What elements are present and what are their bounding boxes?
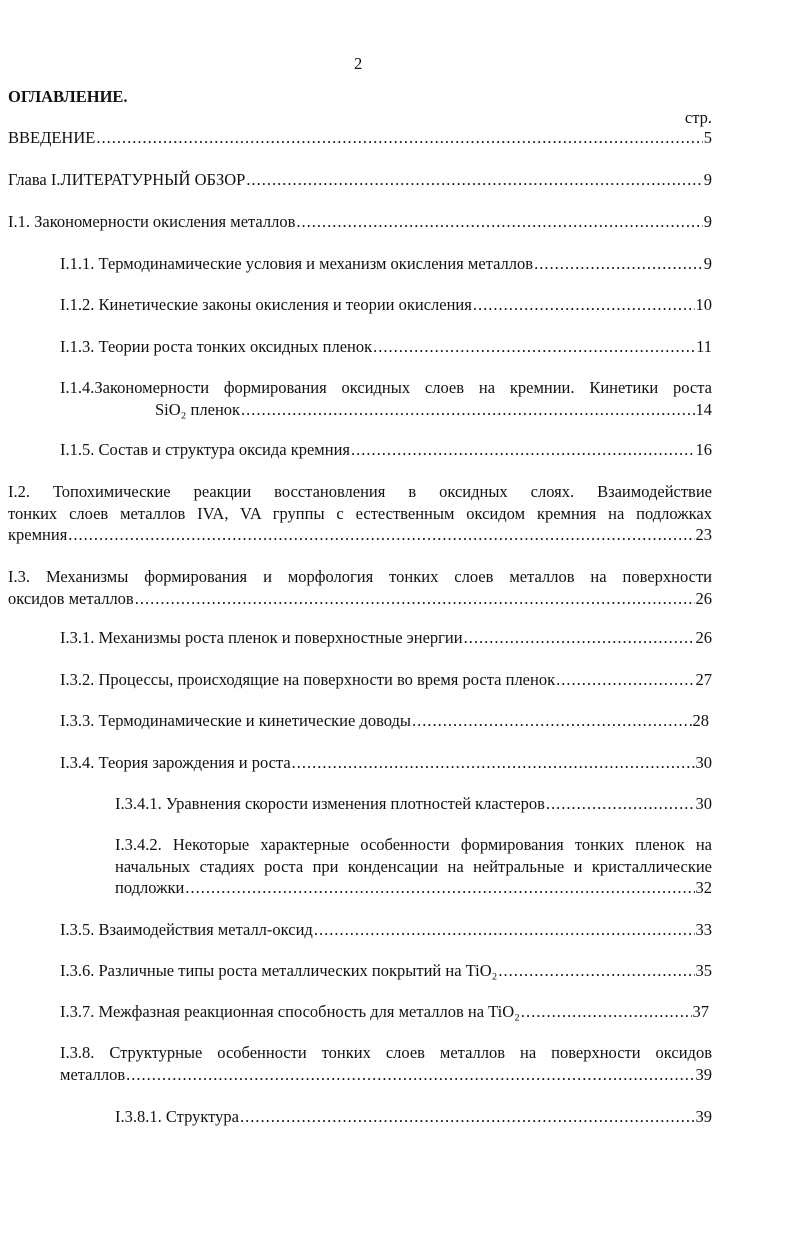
toc-entry-line [60, 336, 712, 358]
toc-title: ОГЛАВЛЕНИЕ. [8, 87, 128, 106]
toc-entry[interactable] [60, 669, 712, 691]
toc-entry-line [60, 377, 712, 399]
toc-entry-text: I.3.2. Процессы, происходящие на поверхности во время роста пленок [60, 670, 556, 689]
toc-entry-text: I.1.4.Закономерности формирования оксидных слоев на кремнии. Кинетики роста [60, 378, 712, 397]
toc-entry-text: подложки [115, 878, 185, 897]
toc-page-number: 35 [695, 961, 712, 980]
toc-entry[interactable] [8, 211, 712, 233]
toc-entry[interactable] [60, 1001, 709, 1023]
dot-leader [241, 399, 694, 421]
toc-entry-line [8, 169, 712, 191]
toc-entry-text: I.3. Механизмы формирования и морфология тонких слоев металлов на поверхности [8, 567, 712, 586]
dot-leader [473, 294, 695, 316]
toc-entry-line [8, 588, 712, 610]
toc-entry-text: SiO₂ пленок [155, 399, 241, 419]
toc-entry[interactable] [115, 1106, 712, 1128]
toc-entry-line [60, 253, 712, 275]
toc-entry-text: начальных стадиях роста при конденсации на нейтральные и кристаллические [115, 856, 712, 876]
toc-page-number: 26 [695, 588, 712, 608]
dot-leader [126, 1064, 694, 1086]
toc-page-number: 32 [695, 878, 712, 897]
toc-page-number: 28 [692, 711, 709, 730]
toc-entry-line [115, 877, 712, 899]
toc-page-number: 9 [703, 212, 712, 231]
toc-entry-text: I.3.8. Структурные особенности тонких слоев металлов на поверхности оксидов [60, 1043, 712, 1062]
dot-leader [246, 169, 702, 191]
toc-entry[interactable] [60, 439, 712, 461]
toc-entry-line [60, 1064, 712, 1086]
page-column-label: стр. [684, 108, 712, 127]
toc-entry-text: I.3.4.1. Уравнения скорости изменения плотностей кластеров [115, 794, 545, 813]
toc-entry-line [115, 834, 712, 856]
toc-page-number: 30 [695, 753, 712, 772]
toc-entry-line [60, 1001, 709, 1023]
toc-entry-line [60, 1042, 712, 1064]
toc-entry-text: I.3.7. Межфазная реакционная способность для металлов на TiO₂ [60, 1002, 520, 1021]
toc-entry[interactable] [60, 960, 712, 982]
toc-entry[interactable] [60, 253, 712, 275]
toc-page-number: 30 [695, 794, 712, 813]
toc-entry-text: I.1.1. Термодинамические условия и механизм окисления металлов [60, 254, 534, 273]
toc-page-number: 16 [695, 440, 712, 459]
toc-entry[interactable] [8, 566, 712, 609]
dot-leader [534, 253, 703, 275]
toc-entry-text: I.3.1. Механизмы роста пленок и поверхностные энергии [60, 628, 463, 647]
dot-leader [464, 627, 695, 649]
toc-entry-line [8, 127, 712, 149]
toc-page-number: 11 [696, 337, 712, 356]
toc-entry[interactable] [60, 752, 712, 774]
dot-leader [96, 127, 702, 149]
toc-entry[interactable] [60, 336, 712, 358]
toc-entry[interactable] [60, 710, 709, 732]
toc-entry-text: I.3.4.2. Некоторые характерные особенности формирования тонких пленок на [115, 835, 712, 854]
toc-entry-line [60, 919, 712, 941]
dot-leader [351, 439, 695, 461]
toc-entry-text: тонких слоев металлов IVA, VA группы с естественным оксидом кремния на подложках [8, 503, 712, 523]
toc-entry-text: I.3.4. Теория зарождения и роста [60, 753, 291, 772]
dot-leader [292, 752, 695, 774]
toc-entry-line [60, 439, 712, 461]
toc-entry-line [115, 793, 712, 815]
dot-leader [498, 960, 694, 982]
toc-page-number: 9 [703, 170, 712, 189]
toc-entry-line [60, 752, 712, 774]
dot-leader [314, 919, 695, 941]
toc-entry-line [8, 524, 712, 546]
toc-entry[interactable] [60, 377, 712, 420]
toc-entry-line [8, 503, 712, 525]
toc-entry-line [115, 1106, 712, 1128]
toc-entry-line [60, 627, 712, 649]
toc-page-number: 5 [703, 128, 712, 147]
toc-entry-line [60, 710, 709, 732]
dot-leader [135, 588, 695, 610]
toc-entry-text: I.1.5. Состав и структура оксида кремния [60, 440, 350, 459]
toc-entry-text: оксидов металлов [8, 588, 134, 608]
page-number: 2 [354, 54, 363, 73]
dot-leader [240, 1106, 695, 1128]
toc-entry-text: I.3.5. Взаимодействия металл-оксид [60, 920, 313, 939]
toc-entry-line [8, 211, 712, 233]
toc-page-number: 10 [695, 295, 712, 314]
toc-entry-text: I.3.6. Различные типы роста металлических покрытий на TiO₂ [60, 961, 498, 980]
toc-entry[interactable] [60, 294, 712, 316]
toc-page-number: 37 [692, 1002, 709, 1021]
dot-leader [296, 211, 702, 233]
toc-entry-line [60, 399, 712, 421]
toc-entry[interactable] [8, 169, 712, 191]
toc-page-number: 14 [695, 399, 712, 419]
toc-page-number: 39 [695, 1064, 712, 1084]
toc-entry-line [115, 856, 712, 878]
toc-entry-text: Глава I.ЛИТЕРАТУРНЫЙ ОБЗОР [8, 170, 246, 189]
toc-entry[interactable] [60, 919, 712, 941]
dot-leader [556, 669, 694, 691]
toc-page-number: 9 [703, 254, 712, 273]
toc-page-number: 33 [695, 920, 712, 939]
toc-entry-text: I.1.3. Теории роста тонких оксидных пленок [60, 337, 373, 356]
toc-entry-line [8, 566, 712, 588]
dot-leader [546, 793, 695, 815]
toc-entry-line [8, 481, 712, 503]
dot-leader [521, 1001, 692, 1023]
toc-entry-text: I.1.2. Кинетические законы окисления и теории окисления [60, 295, 472, 314]
toc-entry-text: I.3.8.1. Структура [115, 1107, 239, 1126]
toc-entry-text: I.2. Топохимические реакции восстановления в оксидных слоях. Взаимодействие [8, 482, 712, 501]
toc-entry[interactable] [60, 627, 712, 649]
dot-leader [412, 710, 691, 732]
dot-leader [185, 877, 694, 899]
toc-page-number: 39 [695, 1107, 712, 1126]
toc-entry[interactable] [8, 481, 712, 546]
toc-entry-text: кремния [8, 525, 68, 544]
dot-leader [373, 336, 695, 358]
toc-entry-line [60, 960, 712, 982]
toc-entry-text: металлов [60, 1064, 126, 1084]
toc-entry-text: I.3.3. Термодинамические и кинетические доводы [60, 711, 412, 730]
dot-leader [68, 524, 694, 546]
toc-entry[interactable] [8, 127, 712, 149]
toc-entry-text: I.1. Закономерности окисления металлов [8, 212, 296, 231]
toc-entry-line [60, 669, 712, 691]
toc-entry[interactable] [115, 834, 712, 899]
toc-page-number: 26 [695, 628, 712, 647]
toc-entry[interactable] [60, 1042, 712, 1085]
toc-entry-line [60, 294, 712, 316]
toc-page-number: 23 [695, 525, 712, 544]
toc-page-number: 27 [695, 670, 712, 689]
toc-entry-text: ВВЕДЕНИЕ [8, 128, 96, 147]
toc-entry[interactable] [115, 793, 712, 815]
